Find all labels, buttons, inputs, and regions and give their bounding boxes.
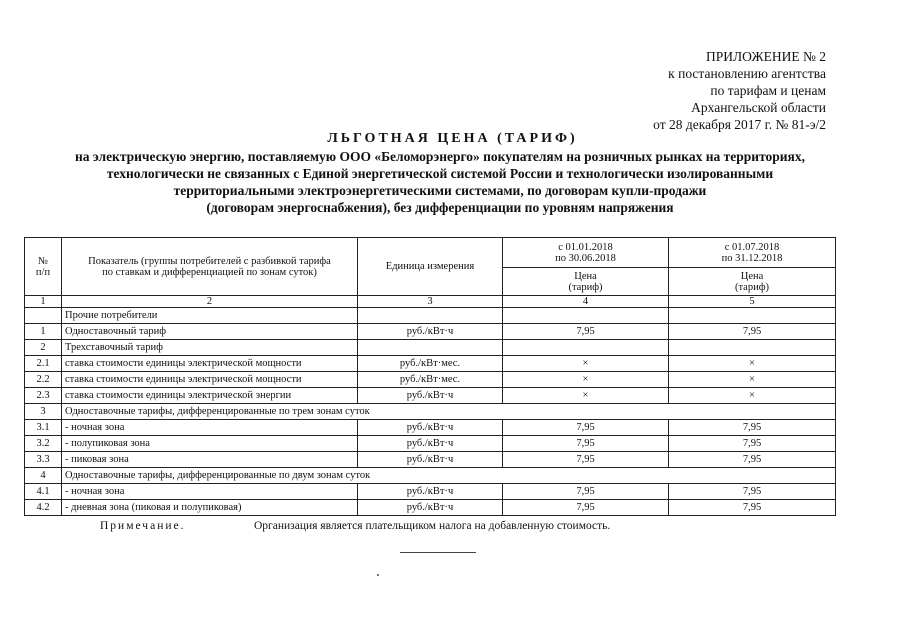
row-price-period-2: 7,95 (669, 420, 836, 436)
table-row (25, 404, 836, 420)
row-price-period-1 (503, 308, 669, 324)
row-unit: руб./кВт·ч (358, 420, 503, 436)
row-number: 2.1 (25, 356, 62, 372)
row-label: Прочие потребители (62, 308, 358, 324)
table-row (25, 308, 836, 324)
row-number: 2 (25, 340, 62, 356)
row-label: - дневная зона (пиковая и полупиковая) (62, 500, 358, 516)
row-price-period-1: 7,95 (503, 436, 669, 452)
table-row (25, 452, 836, 468)
table-row (25, 468, 836, 484)
row-number: 3 (25, 404, 62, 420)
appendix-line: от 28 декабря 2017 г. № 81-э/2 (653, 117, 826, 132)
document-title: ЛЬГОТНАЯ ЦЕНА (ТАРИФ) (327, 131, 578, 146)
table-row (25, 356, 836, 372)
row-price-period-2: 7,95 (669, 324, 836, 340)
row-number: 2.3 (25, 388, 62, 404)
header-period-2: с 01.07.2018 по 31.12.2018 (669, 238, 836, 268)
row-price-period-2 (669, 308, 836, 324)
row-price-period-1: × (503, 372, 669, 388)
row-price-period-1: 7,95 (503, 324, 669, 340)
row-label: ставка стоимости единицы электрической мощности (62, 372, 358, 388)
table-row (25, 324, 836, 340)
table-row (25, 420, 836, 436)
column-number: 3 (358, 296, 503, 308)
row-price-period-2: 7,95 (669, 484, 836, 500)
row-price-period-1: 7,95 (503, 484, 669, 500)
row-price-period-2: 7,95 (669, 452, 836, 468)
note-text: Организация является плательщиком налога на добавленную стоимость. (254, 520, 611, 532)
note-label: Примечание. (100, 520, 186, 532)
table-header-row (25, 238, 836, 268)
column-number-row (25, 296, 836, 308)
header-price-2: Цена (тариф) (669, 268, 836, 296)
subtitle-line: (договорам энергоснабжения), без дифференциации по уровням напряжения (206, 200, 674, 215)
row-number: 2.2 (25, 372, 62, 388)
subtitle-line: территориальными электроэнергетическими системами, по договорам купли-продажи (173, 183, 707, 198)
row-price-period-1: 7,95 (503, 420, 669, 436)
row-number: 1 (25, 324, 62, 340)
table-body (25, 308, 836, 516)
scan-mark (377, 574, 379, 576)
row-unit: руб./кВт·мес. (358, 372, 503, 388)
row-label: ставка стоимости единицы электрической мощности (62, 356, 358, 372)
row-number (25, 308, 62, 324)
row-price-period-2: × (669, 388, 836, 404)
column-number: 5 (669, 296, 836, 308)
row-unit: руб./кВт·ч (358, 388, 503, 404)
row-label: Одноставочные тарифы, дифференцированные по трем зонам суток (62, 404, 836, 420)
row-price-period-1: × (503, 388, 669, 404)
row-price-period-2: × (669, 356, 836, 372)
row-label: - ночная зона (62, 420, 358, 436)
table-row (25, 372, 836, 388)
subtitle-line: на электрическую энергию, поставляемую ООО «Беломорэнерго» покупателям на розничных рынках на территориях, (75, 149, 805, 164)
header-unit: Единица измерения (358, 238, 503, 296)
table-row (25, 436, 836, 452)
row-label: - ночная зона (62, 484, 358, 500)
header-indicator: Показатель (группы потребителей с разбивкой тарифа по ставкам и дифференциацией по зонам суток) (62, 238, 358, 296)
row-number: 4 (25, 468, 62, 484)
row-label: - пиковая зона (62, 452, 358, 468)
row-price-period-2 (669, 340, 836, 356)
row-unit: руб./кВт·ч (358, 500, 503, 516)
row-label: Одноставочные тарифы, дифференцированные по двум зонам суток (62, 468, 836, 484)
row-number: 3.2 (25, 436, 62, 452)
row-number: 3.3 (25, 452, 62, 468)
row-price-period-1: × (503, 356, 669, 372)
row-unit: руб./кВт·мес. (358, 356, 503, 372)
appendix-line: к постановлению агентства (668, 66, 826, 81)
row-label: Одноставочный тариф (62, 324, 358, 340)
row-unit: руб./кВт·ч (358, 484, 503, 500)
row-unit (358, 340, 503, 356)
table-row (25, 388, 836, 404)
row-unit (358, 308, 503, 324)
row-label: Трехставочный тариф (62, 340, 358, 356)
appendix-line: по тарифам и ценам (710, 83, 826, 98)
row-unit: руб./кВт·ч (358, 452, 503, 468)
row-number: 4.2 (25, 500, 62, 516)
table-row (25, 484, 836, 500)
column-number: 2 (62, 296, 358, 308)
row-price-period-1: 7,95 (503, 452, 669, 468)
row-number: 3.1 (25, 420, 62, 436)
tariff-table (24, 237, 836, 516)
row-label: ставка стоимости единицы электрической энергии (62, 388, 358, 404)
appendix-line: ПРИЛОЖЕНИЕ № 2 (705, 49, 826, 64)
column-number: 1 (25, 296, 62, 308)
row-price-period-2: × (669, 372, 836, 388)
table-row (25, 340, 836, 356)
row-number: 4.1 (25, 484, 62, 500)
appendix-header (566, 48, 826, 133)
row-label: - полупиковая зона (62, 436, 358, 452)
row-price-period-1: 7,95 (503, 500, 669, 516)
row-price-period-2: 7,95 (669, 500, 836, 516)
header-num: № п/п (25, 238, 62, 296)
row-unit: руб./кВт·ч (358, 436, 503, 452)
document-subtitle (40, 148, 840, 216)
header-period-1: с 01.01.2018 по 30.06.2018 (503, 238, 669, 268)
row-price-period-1 (503, 340, 669, 356)
table-row (25, 500, 836, 516)
subtitle-line: технологически не связанных с Единой энергетической системой России и технологически изолированными (106, 166, 774, 181)
column-number: 4 (503, 296, 669, 308)
header-price-1: Цена (тариф) (503, 268, 669, 296)
row-price-period-2: 7,95 (669, 436, 836, 452)
appendix-line: Архангельской области (691, 100, 826, 115)
row-unit: руб./кВт·ч (358, 324, 503, 340)
divider (400, 552, 476, 553)
